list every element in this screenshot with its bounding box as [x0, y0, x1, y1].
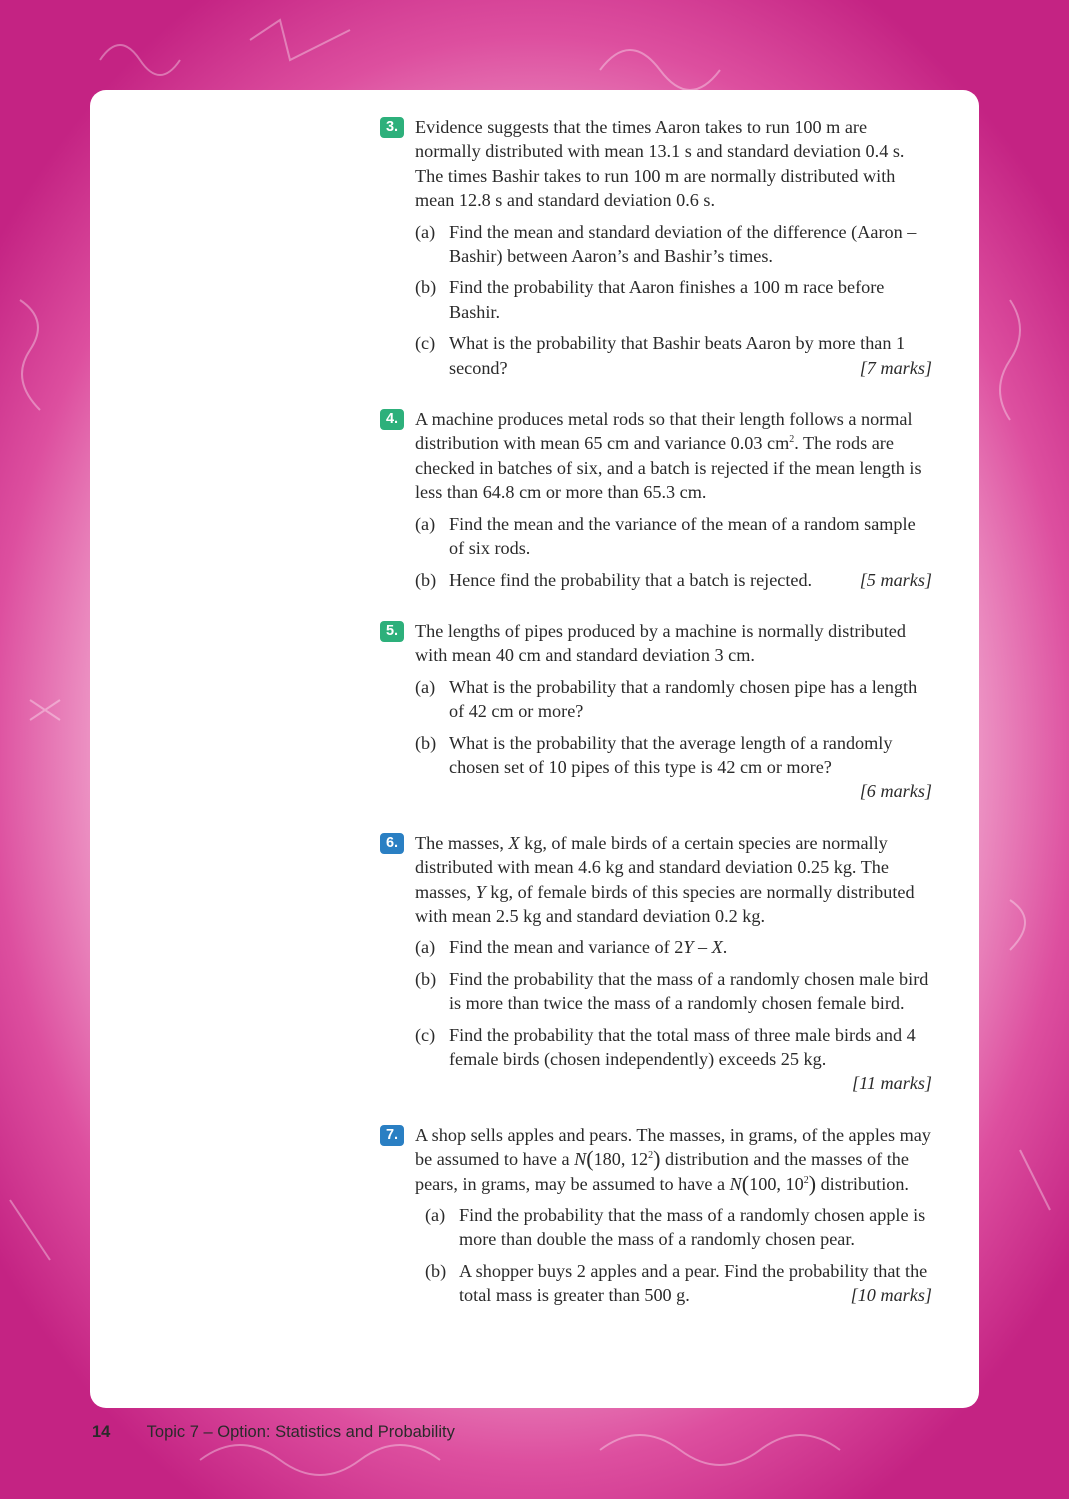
question-7 [380, 1123, 932, 1308]
part-text: What is the probability that Bashir beats Aaron by more than 1 second? [449, 333, 906, 378]
part-label: (a) [415, 513, 436, 534]
part-text: Find the mean and variance of 2Y – X. [449, 937, 728, 958]
part-label: (a) [415, 937, 436, 958]
part-text: A shopper buys 2 apples and a pear. Find the probability that the total mass is greater than 500 g. [459, 1260, 928, 1306]
marks-label: [11 marks] [852, 1073, 932, 1094]
question-part [415, 935, 932, 959]
part-text: Find the probability that the mass of a randomly chosen apple is more than double the mass of a randomly chosen pear. [459, 1205, 926, 1250]
marks-label: [6 marks] [859, 781, 932, 802]
question-6 [380, 831, 932, 1096]
part-text: Find the mean and standard deviation of the difference (Aaron – Bashir) between Aaron’s and Bashir’s times. [449, 221, 917, 267]
exercise-content [380, 115, 932, 1308]
marks-label: [5 marks] [859, 569, 932, 590]
question-part [415, 568, 932, 592]
question-4 [380, 407, 932, 592]
question-part [415, 967, 932, 1016]
question-part [415, 331, 932, 380]
question-stem: A shop sells apples and pears. The masses, in grams, of the apples may be assumed to have a N(180, $12^2$) distribution and the masses of the pears, in grams, may be assumed to have a N(100, $10^2$) distribution. [415, 1124, 931, 1196]
part-text: What is the probability that the average length of a randomly chosen set of 10 pipes of this type is 42 cm or more? [449, 732, 893, 777]
page-number: 14 [92, 1423, 111, 1441]
question-number-badge: 5. [380, 621, 404, 642]
question-part [415, 1203, 932, 1252]
question-stem: A machine produces metal rods so that their length follows a normal distribution with mean 65 cm and variance 0.03 $cm^2$. The rods are checked in batches of six, and a batch is rejected if the mean length is less than 64.8 cm or more than 65.3 cm. [415, 409, 922, 503]
marks-label: [7 marks] [859, 357, 932, 378]
question-part [415, 512, 932, 561]
question-part [415, 275, 932, 324]
part-label: (c) [415, 1024, 436, 1045]
part-label: (c) [415, 333, 436, 354]
question-part [415, 731, 932, 780]
part-label: (a) [415, 676, 436, 697]
part-label: (b) [415, 569, 437, 590]
marks-label: [10 marks] [850, 1285, 932, 1306]
question-part [415, 220, 932, 269]
question-number-badge: 3. [380, 117, 404, 138]
part-text: Find the mean and the variance of the mean of a random sample of six rods. [449, 513, 916, 559]
part-text: Hence find the probability that a batch is rejected. [449, 569, 813, 590]
page-footer [92, 1423, 455, 1442]
part-label: (b) [425, 1260, 447, 1281]
part-label: (b) [415, 968, 437, 989]
question-part [415, 1259, 932, 1308]
part-text: Find the probability that the mass of a randomly chosen male bird is more than twice the mass of a randomly chosen female bird. [449, 968, 929, 1014]
question-stem: The masses, X kg, of male birds of a certain species are normally distributed with mean 4.6 kg and standard deviation 0.25 kg. The masses, Y kg, of female birds of this species are normally distributed with mean 2.5 kg and standard deviation 0.2 kg. [415, 832, 915, 926]
part-label: (a) [425, 1205, 446, 1226]
question-number-badge: 7. [380, 1125, 404, 1146]
question-part [415, 675, 932, 724]
footer-title: Topic 7 – Option: Statistics and Probability [146, 1423, 455, 1441]
question-number-badge: 4. [380, 409, 404, 430]
part-label: (b) [415, 732, 437, 753]
part-text: Find the probability that Aaron finishes a 100 m race before Bashir. [449, 277, 885, 322]
part-label: (b) [415, 277, 437, 298]
part-label: (a) [415, 221, 436, 242]
part-text: Find the probability that the total mass of three male birds and 4 female birds (chosen independently) exceeds 25 kg. [449, 1024, 916, 1069]
question-5 [380, 619, 932, 804]
question-stem: Evidence suggests that the times Aaron takes to run 100 m are normally distributed with mean 13.1 s and standard deviation 0.4 s. The times Bashir takes to run 100 m are normally distributed with mean 12.8 s and standard deviation 0.6 s. [415, 117, 905, 211]
question-number-badge: 6. [380, 833, 404, 854]
question-part [415, 1023, 932, 1072]
part-text: What is the probability that a randomly chosen pipe has a length of 42 cm or more? [449, 676, 918, 722]
question-stem: The lengths of pipes produced by a machine is normally distributed with mean 40 cm and standard deviation 3 cm. [415, 620, 906, 666]
question-3 [380, 115, 932, 380]
